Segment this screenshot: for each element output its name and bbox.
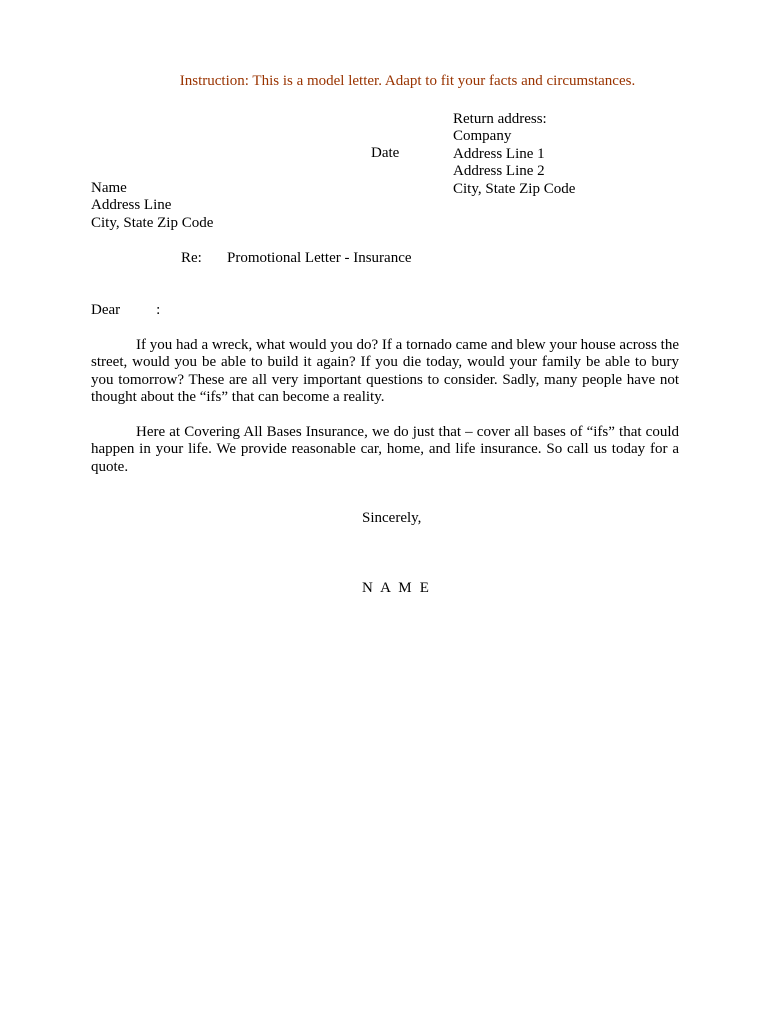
return-address-line-1: Address Line 1	[453, 145, 545, 162]
body-paragraph-1: If you had a wreck, what would you do? If a tornado came and blew your house across the street, would you be able to build it again? If you die today, would your family be able to bury you tomorrow? These are all very important questions to consider. Sadly, many people have not thought about the “ifs” that can become a reality.	[91, 337, 679, 406]
salutation-colon: :	[156, 302, 161, 318]
return-address-company: Company	[453, 128, 512, 145]
letter-date: Date	[371, 145, 400, 161]
recipient-address-block	[91, 180, 213, 232]
return-address-line-2: Address Line 2	[453, 163, 545, 180]
recipient-name: Name	[91, 180, 127, 196]
salutation	[91, 302, 160, 319]
recipient-city-state-zip: City, State Zip Code	[91, 214, 214, 231]
body-paragraph-2: Here at Covering All Bases Insurance, we do just that – cover all bases of “ifs” that could happen in your life. We provide reasonable car, home, and life insurance. So call us today for a quote.	[91, 424, 679, 475]
re-label: Re:	[181, 250, 202, 266]
instruction-note: Instruction: This is a model letter. Adapt to fit your facts and circumstances.	[179, 73, 636, 89]
return-address-label: Return address:	[453, 111, 547, 127]
re-subject: Promotional Letter - Insurance	[227, 250, 412, 266]
return-address-block	[453, 111, 575, 198]
signature-name: N A M E	[362, 580, 432, 596]
return-address-city-state-zip: City, State Zip Code	[453, 180, 576, 197]
salutation-greeting: Dear	[91, 302, 121, 318]
closing: Sincerely,	[362, 510, 422, 526]
recipient-address-line: Address Line	[91, 197, 172, 214]
